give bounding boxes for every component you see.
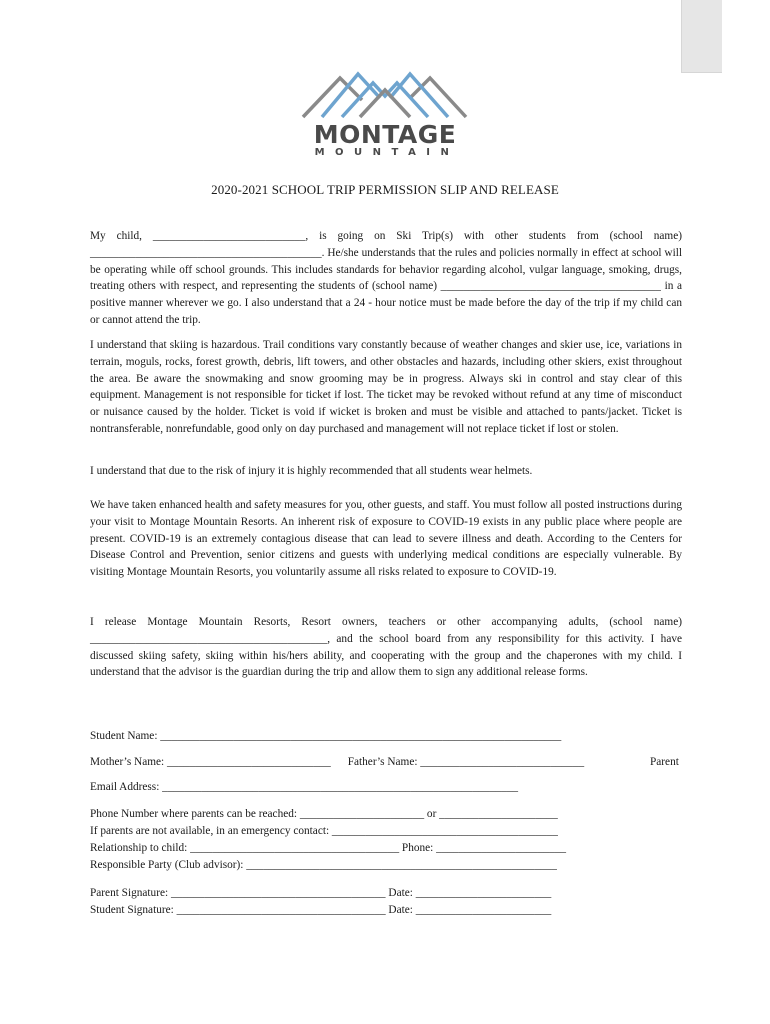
student-signature-field[interactable]: Student Signature: _____________________________________ Date: ________________________ bbox=[90, 904, 552, 916]
mountain-peaks-icon bbox=[300, 68, 470, 123]
parent-suffix: Parent bbox=[650, 756, 679, 768]
paragraph-skiing-hazards: I understand that skiing is hazardous. Trail conditions vary constantly because of weather changes and skier use, ice, variations in terrain, moguls, rocks, forest growth, debris, lift towers, and other obstacles and hazards, including other skiers, exist throughout the area. Be aware the snowmaking and snow grooming may be in progress. Always ski in control and stay clear of this equipment. Management is not responsible for ticket if lost. The ticket may be revoked without refund at any time of misconduct or nuisance caused by the holder. Ticket is void if wicket is broken and must be visible and attached to pants/jacket. Ticket is nontransferable, nonrefundable, good only on day purchased and management will not replace ticket if lost or stolen. bbox=[90, 339, 682, 435]
parents-name-field[interactable]: Mother’s Name: _____________________________ Father’s Name: _____________________________ bbox=[90, 756, 585, 768]
paragraph-trip-policy: My child, ___________________________, is going on Ski Trip(s) with other students from (school name) _________________________________________. He/she understands that the rules and policies normally in effect at school will be operating while off school grounds. This includes standards for behavior regarding alcohol, vulgar language, smoking, drugs, treating others with respect, and representing the students of (school name) _______________________________________ in a positive manner wherever we go. I also understand that a 24 - hour notice must be made before the day of the trip if my child can or cannot attend the trip. bbox=[90, 230, 682, 326]
student-name-field[interactable]: Student Name: _______________________________________________________________________ bbox=[90, 730, 562, 742]
emergency-contact-field[interactable]: If parents are not available, in an emergency contact: ________________________________________ bbox=[90, 825, 558, 837]
logo-brand-bottom: MOUNTAIN bbox=[314, 147, 460, 158]
logo-brand-top: MONTAGE bbox=[313, 120, 457, 149]
parent-signature-field[interactable]: Parent Signature: ______________________________________ Date: ________________________ bbox=[90, 887, 552, 899]
montage-mountain-logo bbox=[300, 68, 470, 160]
responsible-party-field[interactable]: Responsible Party (Club advisor): _______________________________________________________ bbox=[90, 859, 557, 871]
paragraph-covid: We have taken enhanced health and safety measures for you, other guests, and staff. You must follow all posted instructions during your visit to Montage Mountain Resorts. An inherent risk of exposure to COVID-19 exists in any public place where people are present. COVID-19 is an extremely contagious disease that can lead to severe illness and death. According to the Centers for Disease Control and Prevention, senior citizens and guests with underlying medical conditions are especially vulnerable. By visiting Montage Mountain Resorts, you voluntarily assume all risks related to exposure to COVID-19. bbox=[90, 499, 682, 579]
document-title: 2020-2021 SCHOOL TRIP PERMISSION SLIP AND RELEASE bbox=[211, 182, 559, 197]
phone-field[interactable]: Phone Number where parents can be reached: ______________________ or _____________________ bbox=[90, 808, 558, 820]
email-field[interactable]: Email Address: _______________________________________________________________ bbox=[90, 781, 519, 793]
paragraph-helmets: I understand that due to the risk of injury it is highly recommended that all students wear helmets. bbox=[90, 465, 533, 477]
relationship-field[interactable]: Relationship to child: _____________________________________ Phone: _______________________ bbox=[90, 842, 567, 854]
page-corner-tab bbox=[681, 0, 722, 73]
paragraph-release: I release Montage Mountain Resorts, Resort owners, teachers or other accompanying adults, (school name) __________________________________________, and the school board from any responsibility for this activity. I have discussed skiing safety, skiing within his/hers ability, and cooperating with the group and the chaperones with my child. I understand that the advisor is the guardian during the trip and allow them to sign any additional release forms. bbox=[90, 616, 682, 679]
